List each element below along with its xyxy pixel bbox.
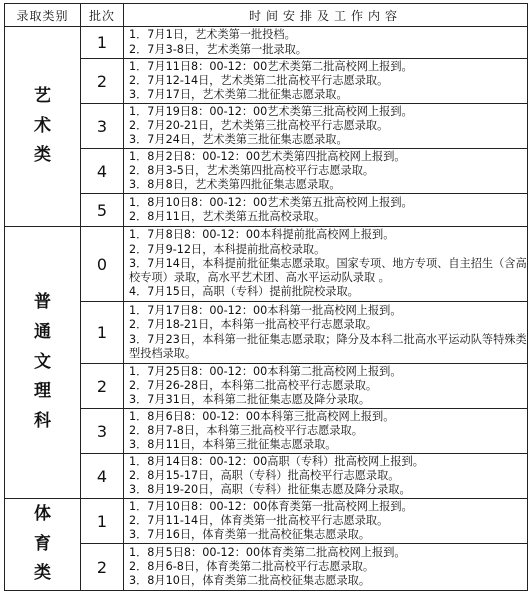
schedule-row: [5, 104, 528, 149]
schedule-item: 2．7月11-14日，体育类第一批高校平行志愿录取。: [129, 513, 389, 527]
header-row: [5, 4, 528, 27]
batch-number: 4: [81, 454, 124, 499]
schedule-item: 3．7月16日，体育类第一批高校征集志愿录取。: [129, 528, 371, 542]
schedule-item: 2．8月7-8日，本科第三批高校平行志愿录取。: [129, 423, 363, 437]
schedule-item: 2．7月18-21日，本科第一批高校平行志愿录取。: [129, 318, 378, 332]
schedule-item: 2．7月26-28日，本科第二批高校平行志愿录取。: [129, 378, 378, 392]
schedule-item: 3．7月24日，艺术类第三批征集志愿录取。: [129, 133, 348, 147]
schedule-content: [124, 59, 528, 104]
schedule-item: 3．7月14日，本科提前批征集志愿录取。国家专项、地方专项、自主招生（含高校专项）录取，高水平艺术团、高水平运动队录取 。: [129, 256, 527, 285]
schedule-content: [124, 194, 528, 227]
schedule-item: 4．7月15日，高职（专科）提前批院校录取。: [129, 285, 359, 299]
schedule-item: 1．8月5日8：00-12：00体育类第二批高校网上报到。: [129, 545, 406, 559]
category-cell: [5, 27, 81, 227]
category-label: 普通文理科: [34, 292, 51, 432]
schedule-row: [5, 59, 528, 104]
batch-number: 1: [81, 499, 124, 544]
schedule-content: [124, 544, 528, 591]
batch-number: 5: [81, 194, 124, 227]
schedule-item: 3．8月11日，本科第三批征集志愿录取。: [129, 438, 337, 452]
schedule-item: 3．7月23日，本科第一批征集志愿录取；降分及本科二批高水平运动队等特殊类型投档录取。: [129, 332, 527, 360]
batch-number: 2: [81, 544, 124, 591]
schedule-item: 2．8月15-17日，高职（专科）批高校平行志愿录取。: [129, 468, 400, 482]
batch-number: 4: [81, 149, 124, 194]
schedule-item: 3．8月10日，体育类第二批高校征集志愿录取。: [129, 574, 371, 588]
admission-schedule-table: [4, 3, 528, 591]
schedule-content: [124, 302, 528, 364]
category-label: 体育类: [34, 503, 51, 584]
schedule-content: [124, 364, 528, 409]
schedule-content: [124, 409, 528, 454]
schedule-content: [124, 499, 528, 544]
header-batch: 批次: [81, 4, 124, 27]
schedule-item: 1．7月10日8：00-12：00体育类第一批高校网上报到。: [129, 499, 413, 513]
schedule-item: 2．7月9-12日，本科提前批高校录取。: [129, 242, 326, 256]
category-cell: [5, 499, 81, 591]
schedule-item: 3．7月17日，艺术类第二批征集志愿录取。: [129, 88, 348, 102]
schedule-content: [124, 454, 528, 499]
schedule-item: 1．7月11日8：00-12：00艺术类第二批高校网上报到。: [129, 59, 413, 73]
schedule-item: 1．7月19日8：00-12：00艺术类第三批高校网上报到。: [129, 104, 413, 118]
header-content: 时间安排及工作内容: [124, 4, 528, 27]
schedule-content: [124, 104, 528, 149]
schedule-item: 1．8月2日8：00-12：00艺术类第四批高校网上报到。: [129, 149, 406, 163]
batch-number: 3: [81, 104, 124, 149]
schedule-row: [5, 409, 528, 454]
schedule-row: [5, 194, 528, 227]
category-label: 艺术类: [34, 85, 51, 166]
schedule-item: 3．8月19-20日，高职（专科）批征集志愿及降分录取。: [129, 483, 411, 497]
schedule-item: 2．8月11日，艺术类第五批高校录取。: [129, 210, 326, 223]
schedule-item: 1．7月8日8：00-12：00本科提前批高校网上报到。: [129, 228, 395, 242]
schedule-row: [5, 544, 528, 591]
schedule-item: 1．7月1日，艺术类第一批投档。: [129, 28, 296, 42]
batch-number: 2: [81, 364, 124, 409]
batch-number: 3: [81, 409, 124, 454]
schedule-row: [5, 364, 528, 409]
schedule-item: 1．7月17日8：00-12：00本科第一批高校网上报到。: [129, 304, 402, 318]
schedule-item: 2．7月3-8日，艺术类第一批录取。: [129, 42, 307, 56]
schedule-item: 1．7月25日8：00-12：00本科第二批高校网上报到。: [129, 364, 402, 378]
schedule-item: 2．8月3-5日，艺术类第四批高校平行志愿录取。: [129, 163, 375, 177]
schedule-content: [124, 227, 528, 302]
schedule-content: [124, 149, 528, 194]
batch-number: 1: [81, 302, 124, 364]
schedule-item: 2．7月20-21日，艺术类第三批高校平行志愿录取。: [129, 118, 389, 132]
schedule-item: 2．7月12-14日，艺术类第二批高校平行志愿录取。: [129, 73, 389, 87]
schedule-item: 2．8月6-8日，体育类第二批高校平行志愿录取。: [129, 559, 375, 573]
header-category: 录取类别: [5, 4, 81, 27]
schedule-content: [124, 27, 528, 59]
schedule-row: [5, 499, 528, 544]
schedule-item: 3．8月8日，艺术类第四批征集志愿录取。: [129, 178, 341, 192]
schedule-row: [5, 27, 528, 59]
batch-number: 1: [81, 27, 124, 59]
schedule-row: [5, 302, 528, 364]
schedule-row: [5, 149, 528, 194]
batch-number: 2: [81, 59, 124, 104]
schedule-row: [5, 227, 528, 302]
schedule-row: [5, 454, 528, 499]
schedule-item: 3．7月31日，本科第二批征集志愿及降分录取。: [129, 393, 371, 407]
batch-number: 0: [81, 227, 124, 302]
schedule-item: 1．8月6日8：00-12：00本科第三批高校网上报到。: [129, 409, 395, 423]
category-cell: [5, 227, 81, 499]
schedule-item: 1．8月14日8：00-12：00高职（专科）批高校网上报到。: [129, 454, 424, 468]
schedule-item: 1．8月10日8：00-12：00艺术类第五批高校网上报到。: [129, 195, 413, 209]
